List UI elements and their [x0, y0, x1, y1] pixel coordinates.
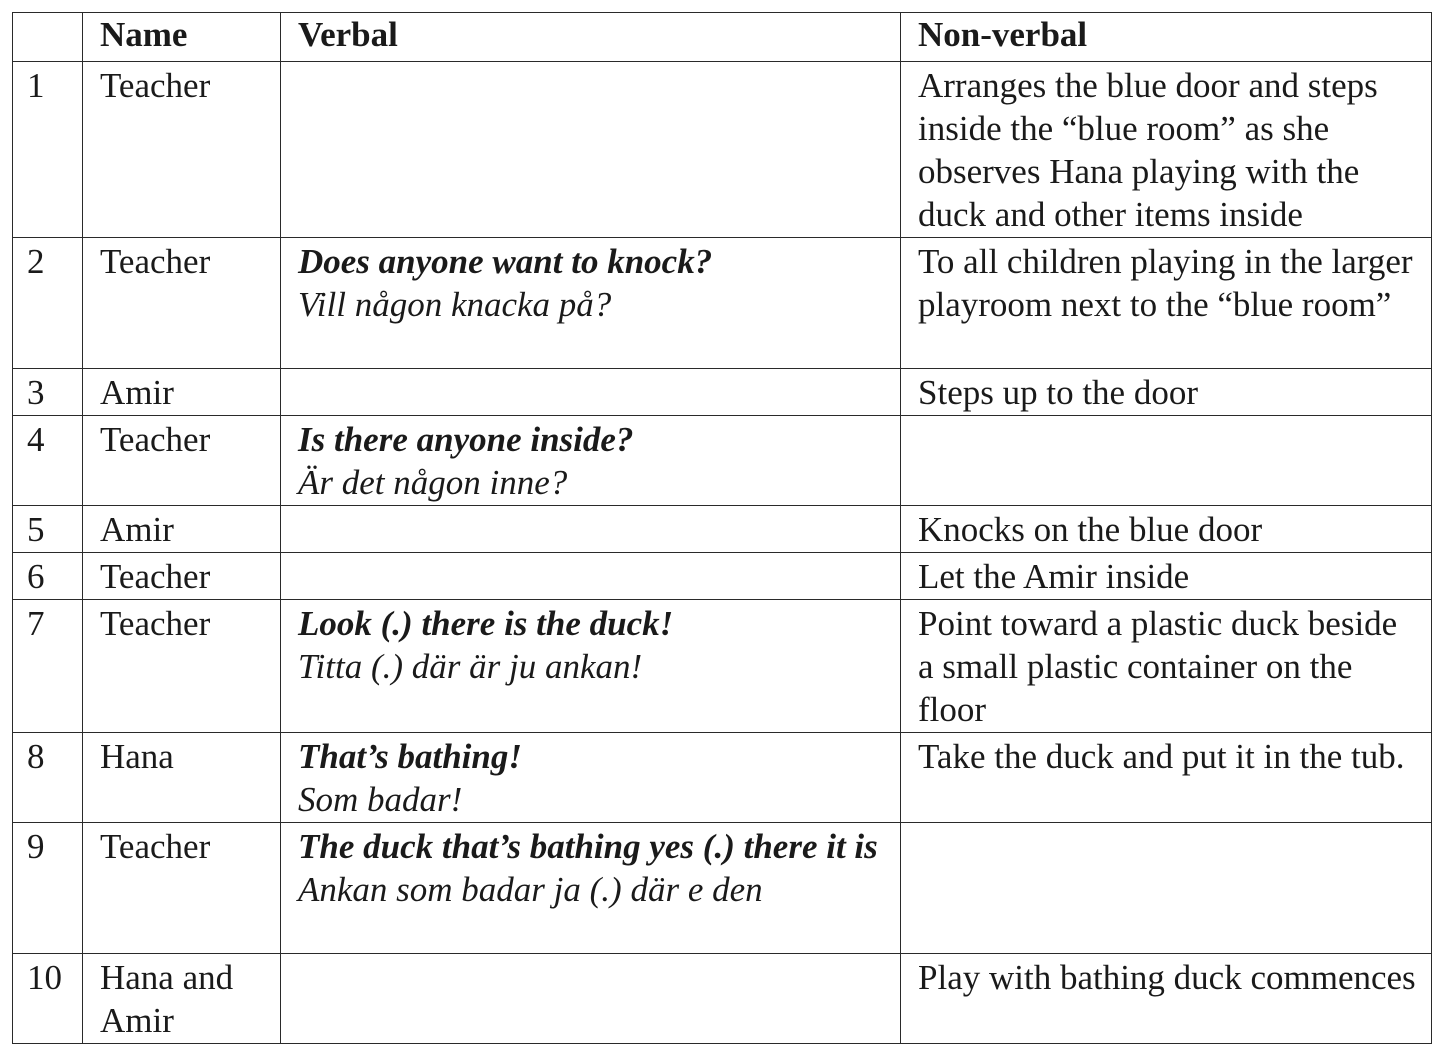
row-number: 4: [13, 416, 83, 506]
table-row: [13, 238, 1432, 369]
transcript-table: [12, 12, 1432, 1044]
verbal-cell: [281, 600, 901, 733]
row-number: 5: [13, 506, 83, 553]
verbal-cell: [281, 416, 901, 506]
verbal-english: Is there anyone inside?: [298, 420, 634, 459]
table-row: [13, 62, 1432, 238]
header-name: Name: [83, 13, 281, 62]
table-row: [13, 553, 1432, 600]
nonverbal-cell: Play with bathing duck commences: [901, 954, 1432, 1044]
speaker-name: Hana and Amir: [83, 954, 281, 1044]
speaker-name: Teacher: [83, 553, 281, 600]
verbal-cell: [281, 506, 901, 553]
nonverbal-cell: [901, 823, 1432, 954]
row-number: 1: [13, 62, 83, 238]
verbal-cell: [281, 733, 901, 823]
verbal-swedish: Ankan som badar ja (.) där e den: [298, 870, 763, 909]
verbal-cell: [281, 954, 901, 1044]
row-number: 9: [13, 823, 83, 954]
row-number: 10: [13, 954, 83, 1044]
row-number: 6: [13, 553, 83, 600]
speaker-name: Teacher: [83, 823, 281, 954]
nonverbal-cell: Arranges the blue door and steps inside the “blue room” as she observes Hana playing with the duck and other items inside: [901, 62, 1432, 238]
verbal-english: That’s bathing!: [298, 737, 522, 776]
speaker-name: Amir: [83, 506, 281, 553]
table-row: [13, 954, 1432, 1044]
nonverbal-cell: Point toward a plastic duck beside a small plastic container on the floor: [901, 600, 1432, 733]
verbal-swedish: Är det någon inne?: [298, 463, 568, 502]
header-verbal: Verbal: [281, 13, 901, 62]
speaker-name: Hana: [83, 733, 281, 823]
speaker-name: Amir: [83, 369, 281, 416]
speaker-name: Teacher: [83, 238, 281, 369]
row-number: 7: [13, 600, 83, 733]
verbal-cell: [281, 369, 901, 416]
table-row: [13, 733, 1432, 823]
nonverbal-cell: Steps up to the door: [901, 369, 1432, 416]
header-number: [13, 13, 83, 62]
nonverbal-cell: [901, 416, 1432, 506]
header-row: [13, 13, 1432, 62]
verbal-swedish: Vill någon knacka på?: [298, 285, 612, 324]
verbal-cell: [281, 823, 901, 954]
speaker-name: Teacher: [83, 62, 281, 238]
verbal-english: The duck that’s bathing yes (.) there it is: [298, 827, 878, 866]
nonverbal-cell: Take the duck and put it in the tub.: [901, 733, 1432, 823]
verbal-english: Look (.) there is the duck!: [298, 604, 674, 643]
speaker-name: Teacher: [83, 600, 281, 733]
verbal-english: Does anyone want to knock?: [298, 242, 713, 281]
nonverbal-cell: Let the Amir inside: [901, 553, 1432, 600]
verbal-swedish: Som badar!: [298, 780, 463, 819]
table-row: [13, 823, 1432, 954]
table-row: [13, 506, 1432, 553]
row-number: 2: [13, 238, 83, 369]
speaker-name: Teacher: [83, 416, 281, 506]
nonverbal-cell: To all children playing in the larger playroom next to the “blue room”: [901, 238, 1432, 369]
table-row: [13, 369, 1432, 416]
verbal-cell: [281, 553, 901, 600]
table-row: [13, 600, 1432, 733]
table-row: [13, 416, 1432, 506]
header-nonverbal: Non-verbal: [901, 13, 1432, 62]
row-number: 8: [13, 733, 83, 823]
verbal-cell: [281, 238, 901, 369]
row-number: 3: [13, 369, 83, 416]
verbal-swedish: Titta (.) där är ju ankan!: [298, 647, 643, 686]
nonverbal-cell: Knocks on the blue door: [901, 506, 1432, 553]
verbal-cell: [281, 62, 901, 238]
